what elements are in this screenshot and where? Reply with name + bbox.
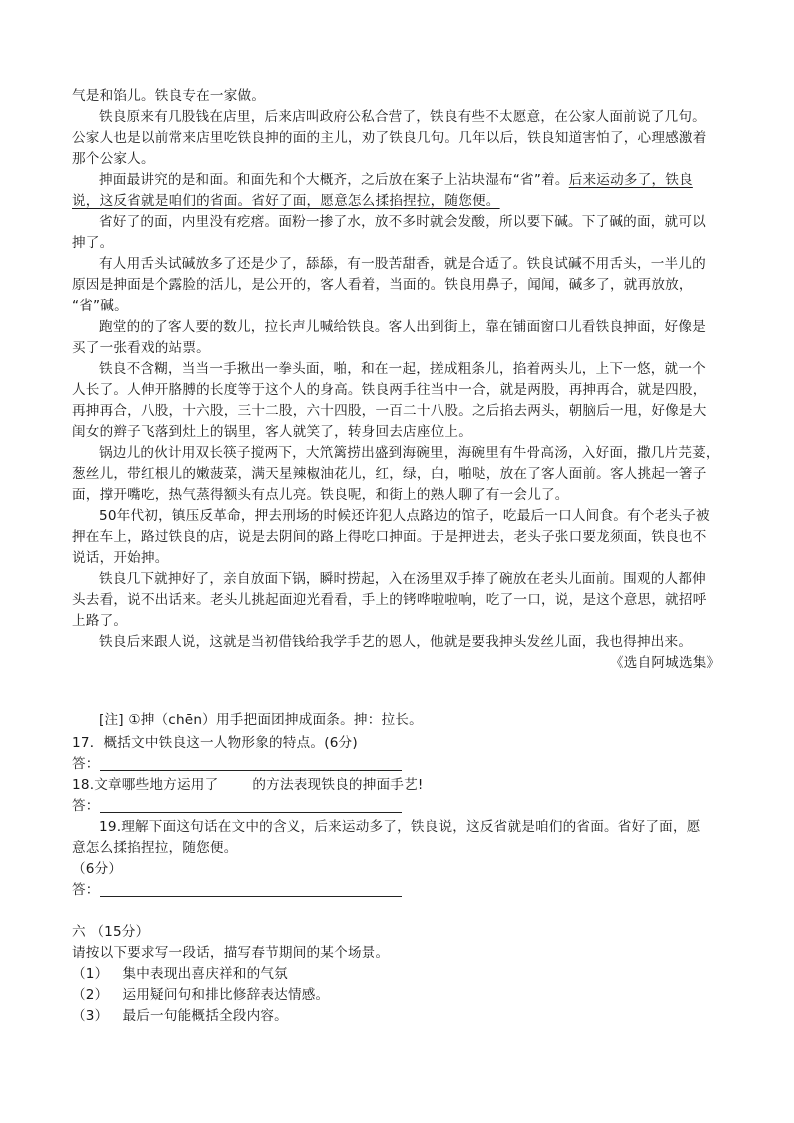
answer-line-19[interactable]: [100, 896, 402, 897]
section-6-title: 六 （15分）: [72, 924, 150, 940]
story-line: 铁良后来跟人说，这就是当初借钱给我学手艺的恩人，他就是要我抻头发丝儿面，我也得抻出来。: [99, 634, 693, 650]
underlined-sentence: 后来运动多了，铁良: [568, 172, 693, 188]
question-17: 17．概括文中铁良这一人物形象的特点。(6分): [72, 735, 358, 751]
requirement-number: （2）: [72, 987, 109, 1003]
story-line: 50年代初，镇压反革命，押去刑场的时候还许犯人点路边的馆子，吃最后一口人间食。有个老头子被: [99, 508, 710, 524]
question-19: 19.理解下面这句话在文中的含义，后来运动多了，铁良说，这反省就是咱们的省面。省好了面，愿: [99, 819, 701, 835]
story-line: 葱丝儿，带红根儿的嫩菠菜，满天星辣椒油花儿，红，绿，白，啪哒，放在了客人面前。客人挑起一箸子: [72, 466, 707, 482]
requirement-text: 最后一句能概括全段内容。: [122, 1008, 288, 1024]
story-line: 有人用舌头试碱放多了还是少了，舔舔，有一股苦甜香，就是合适了。铁良试碱不用舌头，一半儿的: [99, 256, 706, 272]
requirement-item: [72, 1006, 288, 1026]
story-line: “省”碱。: [72, 298, 128, 314]
question-18-text-b: 的方法表现铁良的抻面手艺!: [252, 777, 424, 793]
requirement-text: 运用疑问句和排比修辞表达情感。: [122, 987, 330, 1003]
story-line: 上路了。: [72, 613, 128, 629]
requirement-number: （3）: [72, 1008, 109, 1024]
requirement-text: 集中表现出喜庆祥和的气氛: [122, 966, 288, 982]
story-line: 再抻再合，八股，十六股，三十二股，六十四股，一百二十八股。之后掐去两头，朝脑后一甩，好像是大: [72, 403, 707, 419]
answer-line-18[interactable]: [100, 812, 402, 813]
story-line: 省好了的面，内里没有疙瘩。面粉一掺了水，放不多时就会发酸，所以要下碱。下了碱的面，就可以: [99, 214, 706, 230]
question-19-cont: 意怎么揉掐捏拉，随您便。: [72, 840, 238, 856]
story-line: 铁良不含糊，当当一手揪出一拳头面，啪，和在一起，搓成粗条儿，掐着两头儿，上下一悠，就一个: [99, 361, 706, 377]
story-line: 押在车上，路过铁良的店，说是去阴间的路上得吃口抻面。于是押进去，老头子张口要龙须面，铁良也不: [72, 529, 707, 545]
section-6-intro: 请按以下要求写一段话，描写春节期间的某个场景。: [72, 945, 390, 961]
story-line: 铁良原来有几股钱在店里，后来店叫政府公私合营了，铁良有些不太愿意，在公家人面前说了几句。: [99, 109, 706, 125]
story-line: 抻了。: [72, 235, 114, 251]
question-18-text-a: 18.文章哪些地方运用了: [72, 777, 219, 793]
story-line: 头去看，说不出话来。老头儿挑起面迎光看看，手上的铐哗啦啦响，吃了一口，说，是这个意思，就招呼: [72, 592, 707, 608]
story-line: 跑堂的的了客人要的数儿，拉长声儿喊给铁良。客人出到街上，靠在铺面窗口儿看铁良抻面，好像是: [99, 319, 706, 335]
answer-label: 答：: [72, 756, 100, 772]
story-line: 铁良几下就抻好了，亲自放面下锅，瞬时捞起，入在汤里双手捧了碗放在老头儿面前。围观的人都伸: [99, 571, 706, 587]
story-line: 闺女的辫子飞落到灶上的锅里，客人就笑了，转身回去店座位上。: [72, 424, 473, 440]
story-text: 抻面最讲究的是和面。和面先和个大概齐，之后放在案子上沾块湿布“省”着。: [99, 172, 569, 188]
story-line: 气是和馅儿。铁良专在一家做。: [72, 88, 266, 104]
question-18: [72, 775, 424, 795]
story-line: 锅边儿的伙计用双长筷子搅两下，大笊篱捞出盛到海碗里，海碗里有牛骨高汤，入好面，撒几片芫荽，: [99, 445, 720, 461]
answer-label: 答：: [72, 882, 100, 898]
story-line: 公家人也是以前常来店里吃铁良抻的面的主儿，劝了铁良几句。几年以后，铁良知道害怕了，心理感激着: [72, 130, 707, 146]
answer-label: 答：: [72, 798, 100, 814]
footnote: [注] ①抻（chēn）用手把面团抻成面条。抻：拉长。: [99, 712, 423, 728]
underlined-sentence: 说，这反省就是咱们的省面。省好了面，愿意怎么揉掐捏拉，随您便。: [72, 193, 500, 209]
story-line: 面，撑开嘴吃，热气蒸得额头有点儿亮。铁良呢，和街上的熟人聊了有一会儿了。: [72, 487, 569, 503]
story-line: 说话，开始抻。: [72, 550, 169, 566]
answer-line-17[interactable]: [100, 770, 402, 771]
requirement-item: [72, 964, 288, 984]
requirement-item: [72, 985, 329, 1005]
requirement-number: （1）: [72, 966, 109, 982]
story-line: 那个公家人。: [72, 151, 155, 167]
question-19-score: （6分）: [72, 861, 123, 877]
story-line: 买了一张看戏的站票。: [72, 340, 210, 356]
story-line: 人长了。人伸开胳膊的长度等于这个人的身高。铁良两手往当中一合，就是两股，再抻再合，就是四股，: [72, 382, 707, 398]
story-line: [99, 170, 693, 190]
source-citation: 《选自阿城选集》: [610, 655, 721, 671]
story-line: 原因是抻面是个露脸的活儿，是公开的，客人看着，当面的。铁良用鼻子，闻闻，碱多了，就再放放，: [72, 277, 693, 293]
